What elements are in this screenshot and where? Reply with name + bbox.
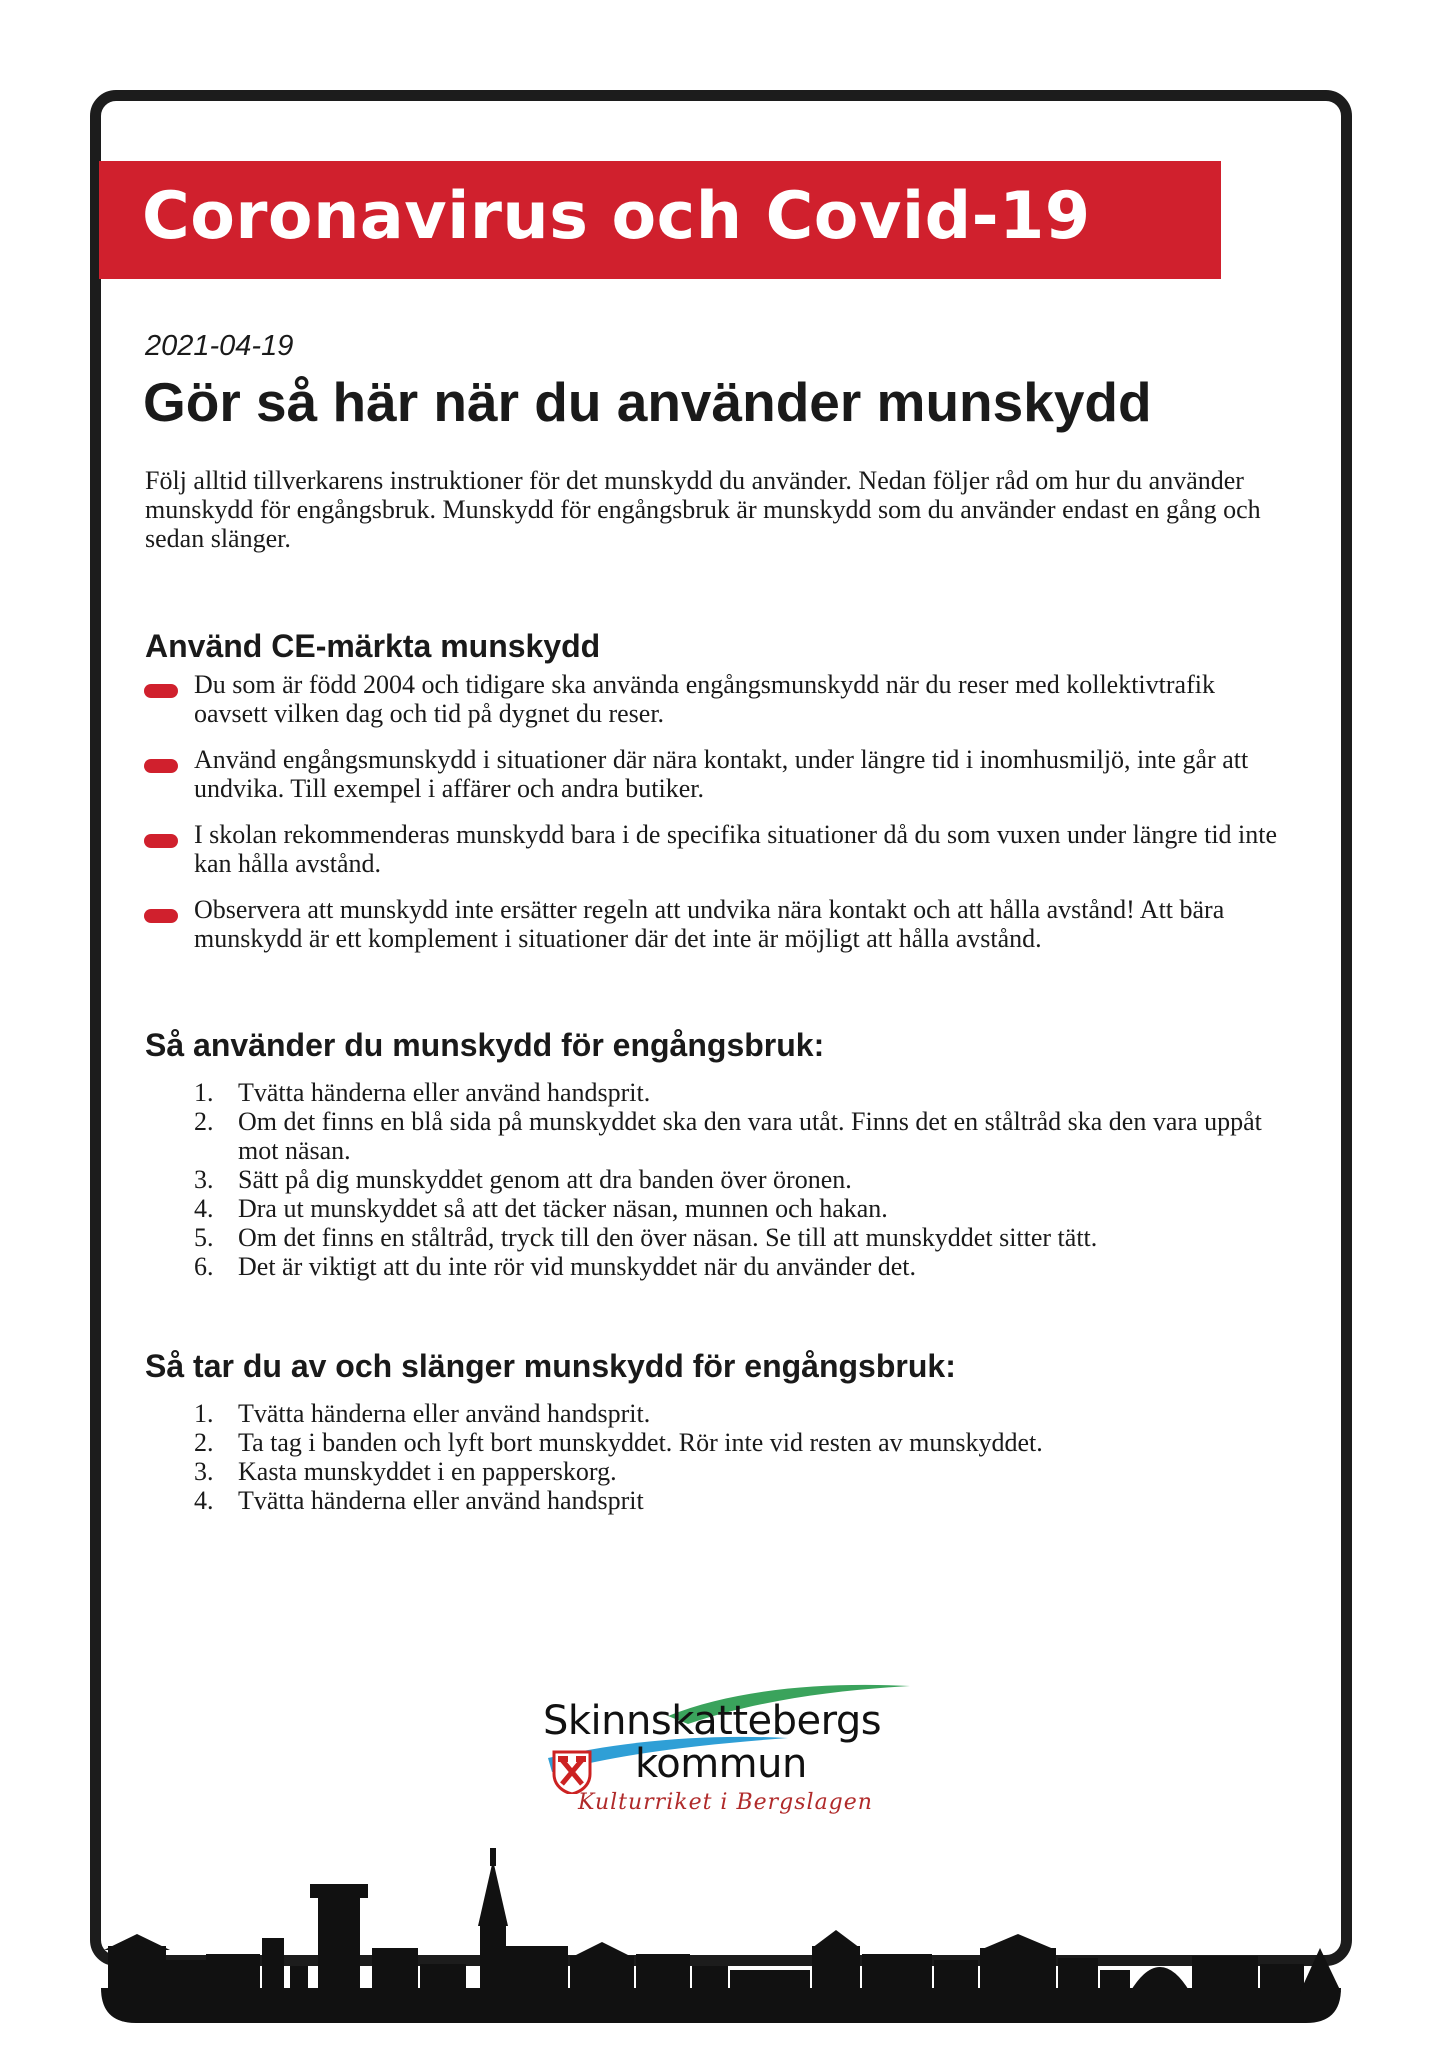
list-item: 5. Om det finns en ståltråd, tryck till den över näsan. Se till att munskyddet sitter tätt. xyxy=(194,1223,1098,1252)
banner-title: Coronavirus och Covid-19 xyxy=(142,179,1091,254)
publish-date: 2021-04-19 xyxy=(145,330,294,362)
list-item: 2. Ta tag i banden och lyft bort munskyddet. Rör inte vid resten av munskyddet. xyxy=(194,1428,1043,1457)
list-item: Använd engångsmunskydd i situationer där nära kontakt, under längre tid i inomhusmiljö, inte går att undvika. Till exempel i affärer och andra butiker. xyxy=(0,745,1294,803)
title-banner xyxy=(99,161,1221,279)
town-skyline-icon xyxy=(0,1838,1448,2048)
list-item: 6. Det är viktigt att du inte rör vid munskyddet när du använder det. xyxy=(194,1252,916,1281)
list-item: Observera att munskydd inte ersätter regeln att undvika nära kontakt och att hålla avstånd! Att bära munskydd är ett komplement i situationer där det inte är möjligt att hålla avstånd. xyxy=(0,895,1294,953)
section-heading-use: Så använder du munskydd för engångsbruk: xyxy=(145,1027,825,1063)
remove-steps-list xyxy=(0,1399,1448,1515)
list-item: 3. Sätt på dig munskyddet genom att dra banden över öronen. xyxy=(194,1165,852,1194)
intro-paragraph: Följ alltid tillverkarens instruktioner för det munskydd du använder. Nedan följer råd om hur du använder munskydd för engångsbruk. Munskydd för engångsbruk är munskydd som du använder endast en gång och sedan slänger. xyxy=(145,466,1261,553)
bullet-marker-icon xyxy=(144,909,178,923)
list-item: 4. Tvätta händerna eller använd handsprit xyxy=(194,1486,644,1515)
list-item: 1. Tvätta händerna eller använd handsprit. xyxy=(194,1078,651,1107)
page-title: Gör så här när du använder munskydd xyxy=(143,371,1152,433)
bullet-marker-icon xyxy=(144,684,178,698)
logo-tagline: Kulturriket i Bergslagen xyxy=(578,1790,873,1815)
bullet-marker-icon xyxy=(144,759,178,773)
list-item: 4. Dra ut munskyddet så att det täcker näsan, munnen och hakan. xyxy=(194,1194,888,1223)
bullet-marker-icon xyxy=(144,834,178,848)
municipality-logo xyxy=(538,1680,938,1825)
list-item: 1. Tvätta händerna eller använd handsprit. xyxy=(194,1399,651,1428)
use-steps-list xyxy=(0,1078,1448,1281)
section-heading-ce: Använd CE-märkta munskydd xyxy=(145,628,601,664)
logo-kommun: kommun xyxy=(635,1741,807,1787)
list-item: I skolan rekommenderas munskydd bara i de specifika situationer då du som vuxen under längre tid inte kan hålla avstånd. xyxy=(0,820,1294,878)
ce-bullet-list xyxy=(0,670,1448,970)
list-item: Du som är född 2004 och tidigare ska använda engångsmunskydd när du reser med kollektivtrafik oavsett vilken dag och tid på dygnet du reser. xyxy=(0,670,1294,728)
list-item: 2. Om det finns en blå sida på munskyddet ska den vara utåt. Finns det en ståltråd ska den vara uppåt mot näsan. xyxy=(194,1107,1262,1165)
logo-name: Skinnskattebergs xyxy=(543,1698,882,1744)
section-heading-remove: Så tar du av och slänger munskydd för engångsbruk: xyxy=(145,1348,956,1384)
coat-of-arms-icon xyxy=(552,1750,592,1794)
list-item: 3. Kasta munskyddet i en papperskorg. xyxy=(194,1457,617,1486)
